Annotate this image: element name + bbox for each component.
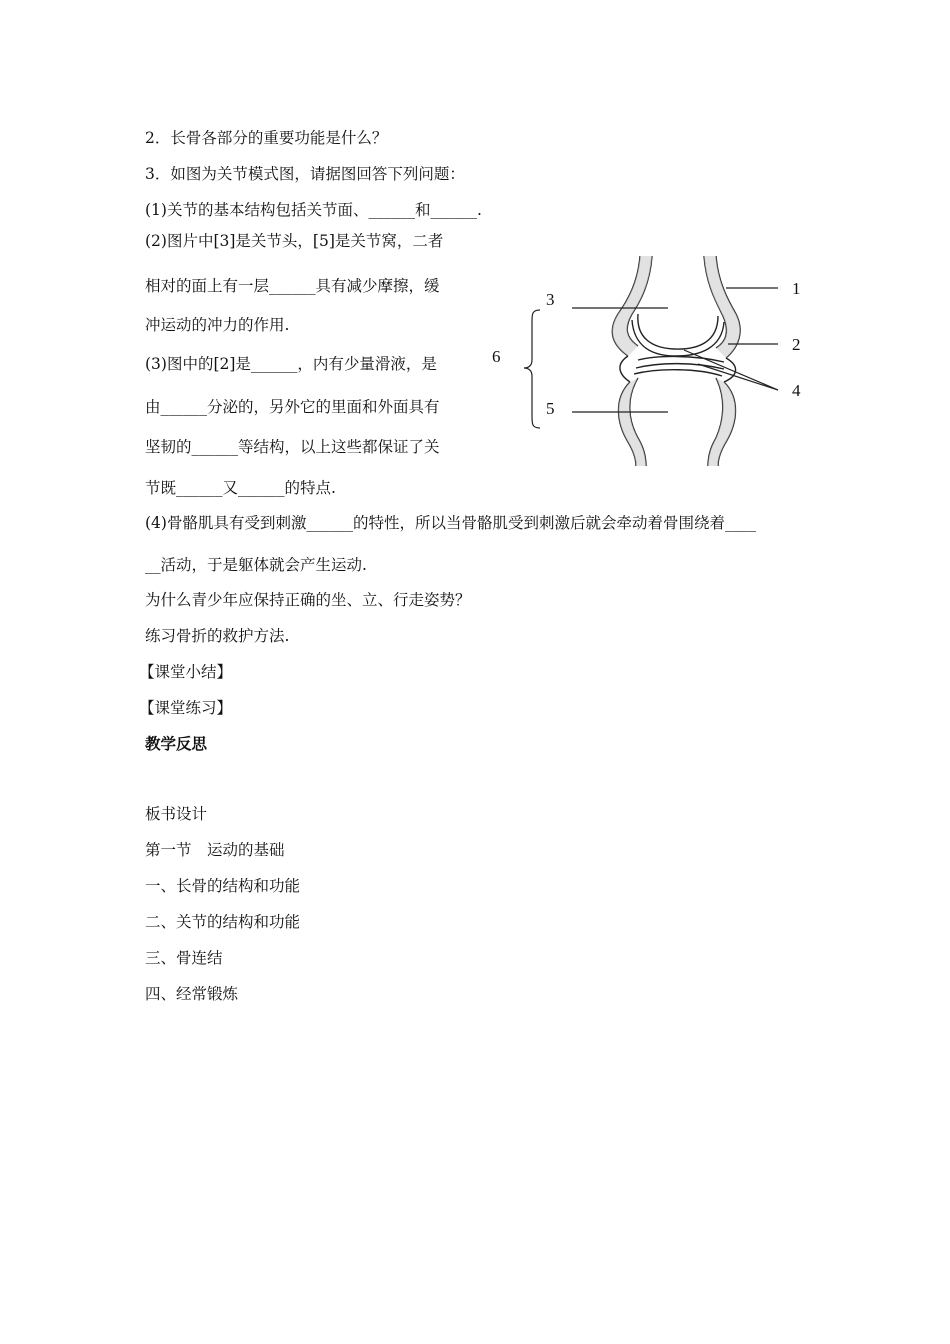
question-3-part-3-line-4: 节既______又______的特点. bbox=[145, 479, 336, 497]
question-3-part-4-line-1: (4)骨骼肌具有受到刺激______的特性，所以当骨骼肌受到刺激后就会牵动着骨围绕着____ bbox=[145, 514, 756, 532]
question-3-part-3-line-2: 由______分泌的，另外它的里面和外面具有 bbox=[145, 398, 440, 416]
fracture-practice: 练习骨折的救护方法. bbox=[145, 627, 290, 645]
question-3: 3．如图为关节模式图，请据图回答下列问题： bbox=[145, 165, 465, 183]
question-3-part-2-line-1: (2)图片中[3]是关节头，[5]是关节窝，二者 bbox=[145, 232, 444, 250]
section-title: 第一节 运动的基础 bbox=[145, 841, 285, 859]
question-3-part-1: (1)关节的基本结构包括关节面、______和______. bbox=[145, 201, 482, 219]
leader-line-4b bbox=[698, 364, 778, 390]
leader-line-4a bbox=[684, 350, 778, 390]
board-item-4: 四、经常锻炼 bbox=[145, 985, 239, 1003]
class-practice-heading: 【课堂练习】 bbox=[139, 699, 233, 717]
question-3-part-2-line-2: 相对的面上有一层______具有减少摩擦，缓 bbox=[145, 277, 440, 295]
label-4: 4 bbox=[792, 381, 801, 400]
label-6: 6 bbox=[492, 347, 501, 366]
label-3: 3 bbox=[546, 290, 555, 309]
label-2: 2 bbox=[792, 335, 801, 354]
question-3-part-3-line-3: 坚韧的______等结构，以上这些都保证了关 bbox=[145, 438, 440, 456]
question-3-part-3-line-1: (3)图中的[2]是______，内有少量滑液，是 bbox=[145, 355, 437, 373]
brace-6 bbox=[524, 310, 540, 428]
label-5: 5 bbox=[546, 399, 555, 418]
question-3-part-4-line-2: __活动，于是躯体就会产生运动. bbox=[145, 556, 367, 574]
board-item-2: 二、关节的结构和功能 bbox=[145, 913, 301, 931]
label-1: 1 bbox=[792, 279, 801, 298]
question-3-part-2-line-3: 冲运动的冲力的作用. bbox=[145, 316, 290, 334]
board-item-1: 一、长骨的结构和功能 bbox=[145, 877, 301, 895]
board-design-heading: 板书设计 bbox=[145, 805, 208, 823]
joint-head bbox=[638, 314, 718, 349]
teaching-reflection-heading: 教学反思 bbox=[145, 734, 208, 753]
class-summary-heading: 【课堂小结】 bbox=[139, 663, 233, 681]
joint-capsule-left bbox=[620, 356, 630, 382]
joint-diagram bbox=[488, 252, 818, 470]
question-2: 2．长骨各部分的重要功能是什么？ bbox=[145, 129, 388, 147]
board-item-3: 三、骨连结 bbox=[145, 949, 223, 967]
posture-question: 为什么青少年应保持正确的坐、立、行走姿势？ bbox=[145, 591, 471, 609]
joint-socket bbox=[634, 370, 722, 376]
